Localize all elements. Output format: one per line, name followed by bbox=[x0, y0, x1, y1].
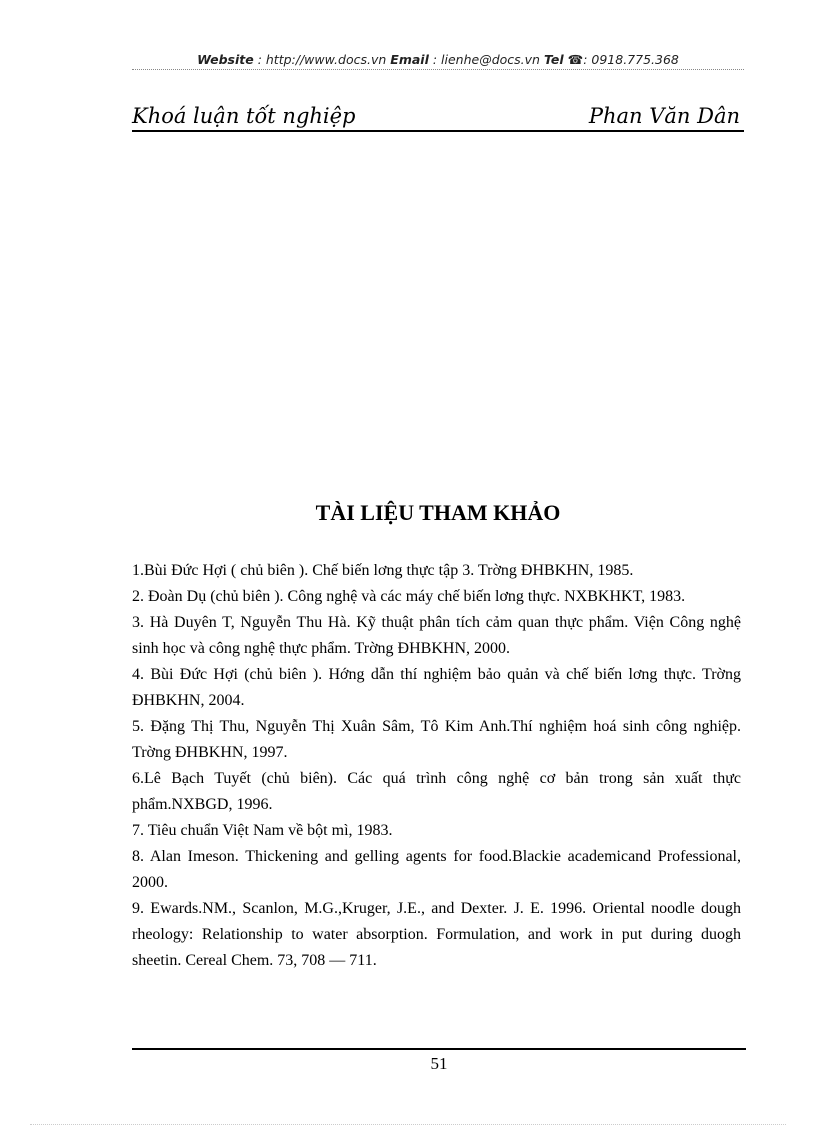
tel-label: Tel bbox=[543, 52, 564, 67]
footer-divider bbox=[132, 1048, 746, 1050]
reference-item: 8. Alan Imeson. Thickening and gelling agents for food.Blackie academicand Professional, 2000. bbox=[132, 848, 741, 891]
reference-item: 1.Bùi Đức Hợi ( chủ biên ). Chế biến lơng thực tập 3. Trờng ĐHBKHN, 1985. bbox=[132, 562, 634, 579]
reference-list bbox=[132, 558, 741, 974]
reference-item: 7. Tiêu chuẩn Việt Nam về bột mì, 1983. bbox=[132, 822, 393, 839]
reference-item: 2. Đoàn Dụ (chủ biên ). Công nghệ và các máy chế biến lơng thực. NXBKHKT, 1983. bbox=[132, 588, 686, 605]
email-value[interactable]: : lienhe@docs.vn bbox=[432, 52, 540, 67]
reference-item: 6.Lê Bạch Tuyết (chủ biên). Các quá trình công nghệ cơ bản trong sản xuất thực phẩm.NXBGD, 1996. bbox=[132, 770, 741, 813]
page-number: 51 bbox=[430, 1054, 448, 1073]
website-label: Website bbox=[197, 52, 254, 67]
header-author: Phan Văn Dân bbox=[588, 104, 740, 128]
reference-item: 9. Ewards.NM., Scanlon, M.G.,Kruger, J.E., and Dexter. J. E. 1996. Oriental noodle dough rheology: Relationship to water absorption. Formulation, and work in put during duogh sheetin. Cereal Chem. 73, 708 — 711. bbox=[132, 900, 741, 969]
reference-item: 5. Đặng Thị Thu, Nguyễn Thị Xuân Sâm, Tô Kim Anh.Thí nghiệm hoá sinh công nghiệp. Trờng ĐHBKHN, 1997. bbox=[132, 718, 741, 761]
website-value[interactable]: : http://www.docs.vn bbox=[257, 52, 387, 67]
header-left-title: Khoá luận tốt nghiệp bbox=[132, 104, 356, 128]
page-title: TÀI LIỆU THAM KHẢO bbox=[315, 500, 561, 525]
reference-item: 3. Hà Duyên T, Nguyễn Thu Hà. Kỹ thuật phân tích cảm quan thực phẩm. Viện Công nghệ sinh học và công nghệ thực phẩm. Trờng ĐHBKHN, 2000. bbox=[132, 614, 741, 657]
running-header bbox=[132, 100, 744, 132]
email-label: Email bbox=[390, 52, 429, 67]
phone-icon: ☎ bbox=[567, 52, 584, 67]
reference-item: 4. Bùi Đức Hợi (chủ biên ). Hớng dẫn thí nghiệm bảo quản và chế biến lơng thực. Trờng ĐHBKHN, 2004. bbox=[132, 666, 741, 709]
website-contact-bar bbox=[132, 51, 744, 70]
tel-value: : 0918.775.368 bbox=[583, 52, 679, 67]
